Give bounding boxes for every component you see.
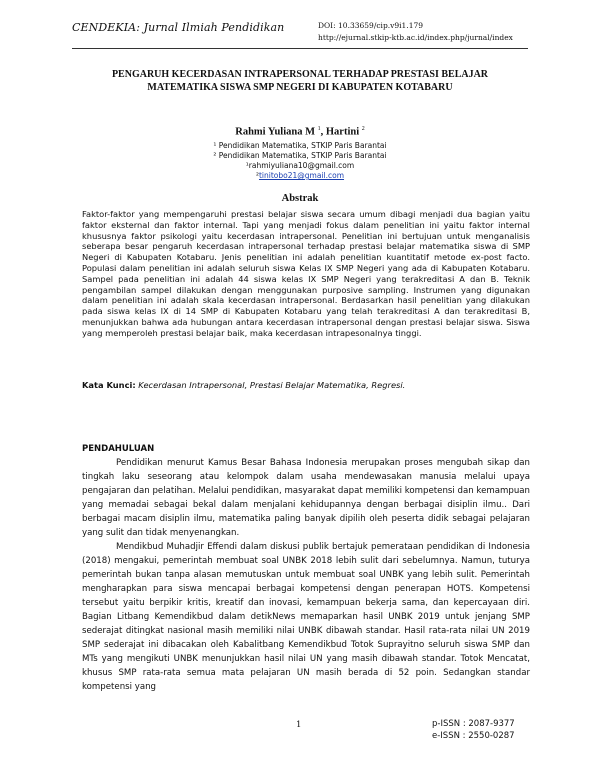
email-2-line [72,171,528,181]
keywords-label: Kata Kunci: [82,380,136,390]
author-2: Hartini [325,126,360,138]
paper-title [80,68,520,94]
e-issn: e-ISSN : 2550-0287 [432,731,515,741]
keywords [82,380,530,390]
header-divider [72,48,528,49]
p-issn: p-ISSN : 2087-9377 [432,719,515,729]
abstract-heading: Abstrak [281,193,319,204]
affiliations [72,141,528,181]
affiliation-2: ² Pendidikan Matematika, STKIP Paris Barantai [213,151,387,160]
doi[interactable]: DOI: 10.33659/cip.v9i1.179 [318,21,424,30]
journal-url[interactable]: http://ejurnal.stkip-ktb.ac.id/index.php/jurnal/index [318,33,513,42]
abstract-text: Faktor-faktor yang mempengaruhi prestasi belajar siswa secara umum dibagi menjadi dua bagian yaitu faktor eksternal dan faktor internal. Tapi yang menjadi fokus dalam penelitian ini yaitu faktor internal khususnya faktor psikologi yaitu kecerdasan intrapersonal. Penelitian ini bertujuan untuk menganalisis seberapa besar pengaruh kecerdasan intrapersonal terhadap prestasi belajar matematika siswa di SMP Negeri di Kabupaten Kotabaru. Jenis penelitian ini adalah penelitian kuantitatif metode ex-post facto. Populasi dalam penelitian ini adalah seluruh siswa Kelas IX SMP Negeri yang ada di Kabupaten Kotabaru. Sampel pada penelitian ini adalah 44 siswa kelas IX SMP Negeri yang terakreditasi A dan B. Teknik pengambilan sampel dilakukan dengan menggunakan purposive sampling. Instrumen yang digunakan dalam penelitian ini adalah skala kecerdasan intrapersonal. Berdasarkan hasil penelitian yang dilakukan pada siswa kelas IX di 14 SMP di Kabupaten Kotabaru yang telah terakreditasi A dan terakreditasi B, menunjukkan bahwa ada hubungan antara kecerdasan intrapersonal dengan prestasi belajar siswa. Siswa yang memperoleh prestasi belajar baik, maka kecerdasan intrapesonalnya tinggi. [82,209,530,338]
author-separator: , [320,126,326,138]
email-2-link[interactable]: tinitobo21@gmail.com [258,171,345,180]
section-heading: PENDAHULUAN [82,444,155,454]
paragraph: Pendidikan menurut Kamus Besar Bahasa Indonesia merupakan proses mengubah sikap dan tingkah laku seseorang atau kelompok dalam usaha mendewasakan manusia melalui upaya pengajaran dan pelatihan. Melalui pendidikan, masyarakat dapat memiliki kompetensi dan kemampuan yang memadai sebagai bekal dalam menjalani kehidupannya dengan berbagai disiplin ilmu.. Dari berbagai macam disiplin ilmu, matematika paling banyak dipilih oleh peserta didik sebagai pelajaran yang sulit dan tidak menyenangkan. [82,458,530,538]
header-meta [318,20,513,44]
email-1[interactable]: ¹rahmiyuliana10@gmail.com [245,161,355,170]
page-number: 1 [296,720,302,730]
title-line-1: PENGARUH KECERDASAN INTRAPERSONAL TERHADAP PRESTASI BELAJAR [111,69,489,80]
issn-block [432,718,515,742]
keywords-text: Kecerdasan Intrapersonal, Prestasi Belajar Matematika, Regresi. [135,380,406,390]
author-1-sup: 1 [317,126,321,132]
author-list [72,126,528,138]
paragraph: Mendikbud Muhadjir Effendi dalam diskusi publik bertajuk pemerataan pendidikan di Indonesia (2018) mengakui, pemerintah membuat soal UNBK 2018 lebih sulit dari sebelumnya. Namun, tuturya pemerintah bukan tanpa alasan memutuskan untuk membuat soal UNBK yang lebih sulit. Pemerintah mengharapkan para siswa mencapai berbagai kompetensi dengan penerapan HOTS. Kompetensi tersebut yaitu berpikir kritis, kreatif dan inovasi, kemampuan bekerja sama, dan kepercayaan diri. Bagian Litbang Kemendikbud dalam detikNews memaparkan hasil UNBK 2019 untuk jenjang SMP sederajat ditingkat nasional masih memiliki nilai UNBK dibawah standar. Hasil rata-rata nilai UN 2019 SMP sederajat ini dibacakan oleh Kabalitbang Kemendikbud Totok Suprayitno seluruh siswa SMP dan MTs yang mengikuti UNBK menunjukkan hasil nilai UN yang masih dibawah standar. Totok Mencatat, khusus SMP rata-rata semua mata pelajaran UN masih berada di 52 poin. Sedangkan standar kompetensi yang [82,542,530,692]
title-line-2: MATEMATIKA SISWA SMP NEGERI DI KABUPATEN KOTABARU [147,82,453,93]
section-body [82,457,530,695]
affiliation-1: ¹ Pendidikan Matematika, STKIP Paris Barantai [213,141,387,150]
author-2-sup: 2 [361,126,365,132]
email-2-prefix: ² [255,171,259,180]
journal-name: CENDEKIA: Jurnal Ilmiah Pendidikan [72,21,285,34]
author-1: Rahmi Yuliana M [235,126,315,138]
